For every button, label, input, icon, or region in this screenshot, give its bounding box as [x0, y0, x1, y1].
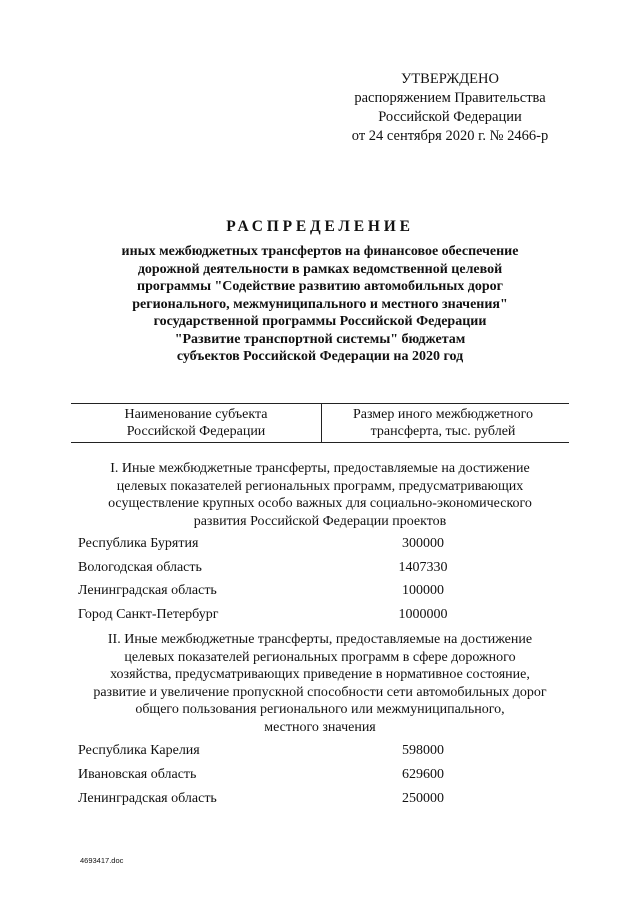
subtitle-line: государственной программы Российской Федерации	[153, 314, 487, 329]
section-1-title	[70, 460, 570, 530]
region-name: Ленинградская область	[78, 791, 217, 806]
transfer-amount: 100000	[402, 583, 444, 598]
region-name: Ленинградская область	[78, 583, 217, 598]
section-title-line: хозяйства, предусматривающих приведение в нормативное состояние,	[110, 667, 530, 682]
section-title-line: развития Российской Федерации проектов	[193, 513, 447, 529]
table-row	[78, 583, 558, 603]
transfer-amount: 629600	[402, 767, 444, 782]
region-name: Вологодская область	[78, 560, 202, 575]
approval-title: УТВЕРЖДЕНО	[401, 71, 499, 87]
table-row	[78, 607, 558, 627]
region-name: Республика Бурятия	[78, 536, 199, 551]
subtitle-line: дорожной деятельности в рамках ведомственной целевой	[137, 261, 503, 277]
table-row	[78, 791, 558, 811]
column-header-line: Наименование субъекта	[124, 407, 268, 422]
column-header-amount	[333, 406, 553, 440]
approval-stamp	[330, 70, 570, 146]
transfer-amount: 250000	[402, 791, 444, 806]
section-2-title	[70, 631, 570, 736]
transfer-amount: 598000	[402, 743, 444, 758]
column-header-line: Российской Федерации	[126, 424, 266, 439]
document-subtitle	[80, 243, 560, 366]
table-row	[78, 743, 558, 763]
document-file-reference: 4693417.doc	[80, 856, 124, 865]
table-header	[71, 403, 569, 443]
table-row	[78, 560, 558, 580]
subtitle-line: иных межбюджетных трансфертов на финансовое обеспечение	[121, 244, 519, 259]
region-name: Ивановская область	[78, 767, 197, 782]
transfer-amount: 1000000	[398, 607, 448, 622]
section-title-line: II. Иные межбюджетные трансферты, предоставляемые на достижение	[107, 632, 533, 647]
column-divider	[321, 404, 322, 442]
subtitle-line: субъектов Российской Федерации на 2020 год	[176, 349, 464, 364]
section-title-line: I. Иные межбюджетные трансферты, предоставляемые на достижение	[110, 461, 530, 476]
column-header-line: Размер иного межбюджетного	[352, 407, 534, 422]
transfer-amount: 1407330	[398, 560, 448, 575]
subtitle-line: "Развитие транспортной системы" бюджетам	[174, 331, 466, 347]
table-row	[78, 767, 558, 787]
section-title-line: общего пользования регионального или межмуниципального,	[135, 702, 505, 717]
subtitle-line: регионального, межмуниципального и местного значения"	[132, 296, 508, 312]
approval-authority: распоряжением Правительства	[354, 90, 546, 106]
approval-country: Российской Федерации	[378, 109, 522, 125]
transfer-amount: 300000	[402, 536, 444, 551]
approval-date-number: от 24 сентября 2020 г. № 2466-р	[351, 128, 549, 144]
section-title-line: осуществление крупных особо важных для социально-экономического	[108, 496, 532, 511]
section-title-line: местного значения	[264, 719, 376, 735]
section-title-line: целевых показателей региональных программ в сфере дорожного	[124, 649, 516, 665]
column-header-line: трансферта, тыс. рублей	[370, 424, 516, 439]
document-heading: РАСПРЕДЕЛЕНИЕ	[226, 218, 414, 235]
section-title-line: развитие и увеличение пропускной способности сети автомобильных дорог	[93, 684, 547, 700]
region-name: Республика Карелия	[78, 743, 200, 758]
region-name: Город Санкт-Петербург	[78, 607, 219, 622]
subtitle-line: программы "Содействие развитию автомобильных дорог	[137, 279, 503, 294]
table-row	[78, 536, 558, 556]
column-header-subject	[91, 406, 301, 440]
section-title-line: целевых показателей региональных программ, предусматривающих	[116, 478, 524, 494]
